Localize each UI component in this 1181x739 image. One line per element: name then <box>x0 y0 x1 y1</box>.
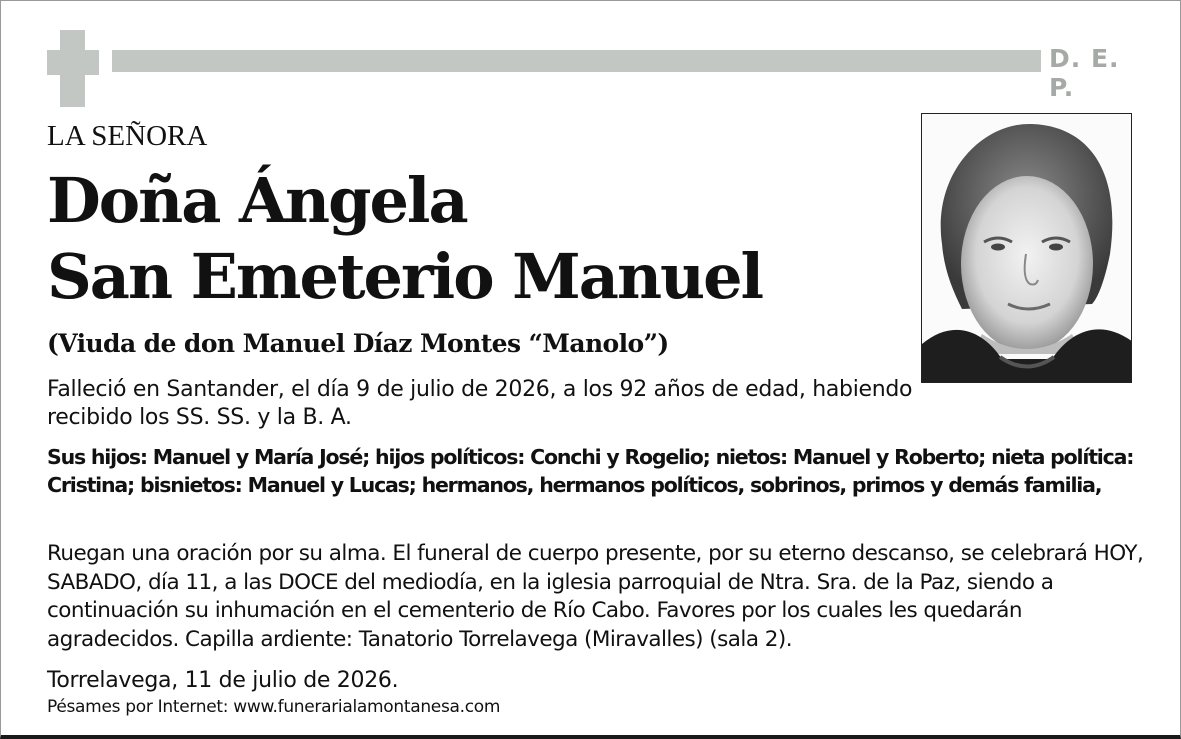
portrait-photo <box>921 113 1132 383</box>
family-list-text: Sus hijos: Manuel y María José; hijos políticos: Conchi y Rogelio; nietos: Manuel y Roberto; nieta política: Cristina; bisnietos: Manuel y Lucas; hermanos, hermanos políticos, sobrinos, primos y demás familia, <box>47 445 1134 497</box>
widow-of-line: (Viuda de don Manuel Díaz Montes “Manolo”) <box>47 329 669 358</box>
deceased-name-line2: San Emeterio Manuel <box>47 240 763 313</box>
portrait-illustration <box>922 114 1132 383</box>
dep-label: D. E. P. <box>1049 44 1120 102</box>
cross-icon <box>47 30 99 107</box>
header-bar <box>112 50 1041 72</box>
place-date-text: Torrelavega, 11 de julio de 2026. <box>47 668 399 693</box>
condolences-website-text: Pésames por Internet: www.funerarialamontanesa.com <box>47 697 501 717</box>
deceased-name-line1: Doña Ángela <box>47 164 467 237</box>
death-notice-text: Falleció en Santander, el día 9 de julio de 2026, a los 92 años de edad, habiendo recibido los SS. SS. y la B. A. <box>47 377 913 430</box>
cross-horizontal <box>47 50 99 75</box>
honorific-title: LA SEÑORA <box>47 120 208 152</box>
funeral-details-text: Ruegan una oración por su alma. El funeral de cuerpo presente, por su eterno descanso, se celebrará HOY, SABADO, día 11, a las DOCE del mediodía, en la iglesia parroquial de Ntra. Sra. de la Paz, siendo a continuación su inhumación en el cementerio de Río Cabo. Favores por los cuales les quedarán agradecidos. Capilla ardiente: Tanatorio Torrelavega (Miravalles) (sala 2). <box>47 541 1144 652</box>
